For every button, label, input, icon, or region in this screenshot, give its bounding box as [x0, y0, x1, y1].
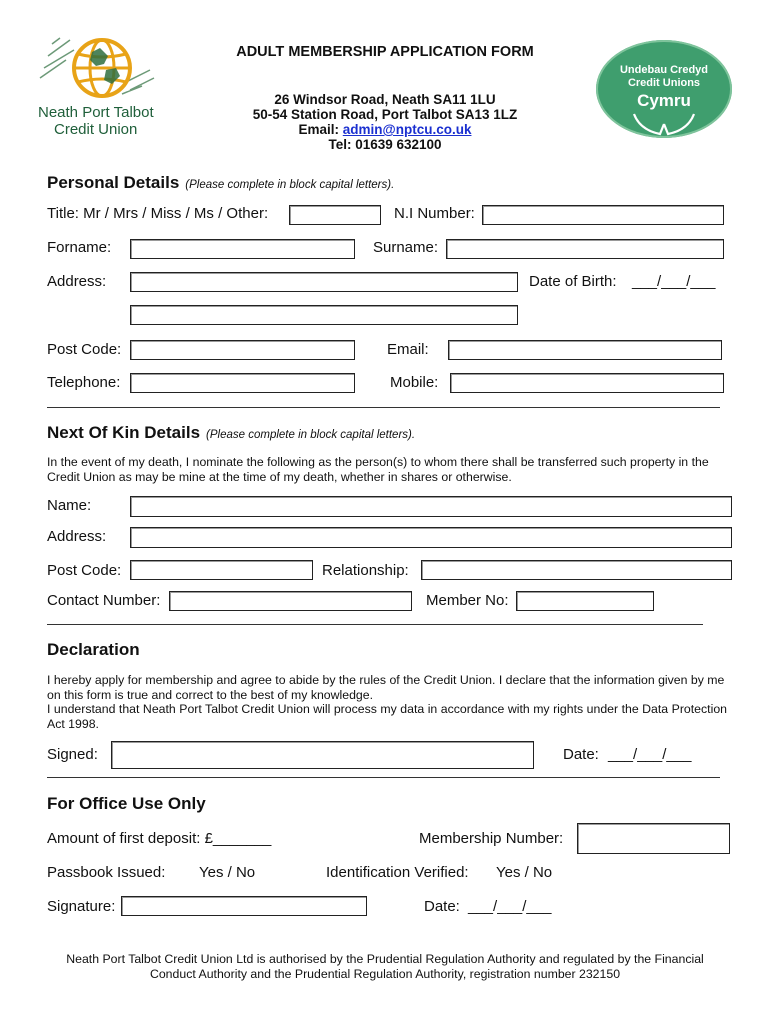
email-label: Email:	[387, 341, 429, 358]
passbook-label: Passbook Issued:	[47, 864, 166, 881]
divider	[47, 624, 703, 625]
mobile-label: Mobile:	[390, 374, 439, 391]
postcode-field[interactable]	[130, 340, 355, 360]
office-date-field[interactable]: ___/___/___	[468, 898, 552, 915]
dob-label: Date of Birth:	[529, 273, 617, 290]
kin-heading	[47, 423, 415, 443]
kin-member-label: Member No:	[426, 592, 509, 609]
surname-field[interactable]	[446, 239, 724, 259]
kin-contact-field[interactable]	[169, 591, 412, 611]
npt-logo	[30, 30, 170, 140]
kin-name-field[interactable]	[130, 496, 732, 517]
divider	[47, 407, 720, 408]
dob-field[interactable]: ___/___/___	[632, 273, 716, 290]
deposit-label: Amount of first deposit: £_______	[47, 830, 272, 847]
ni-number-field[interactable]	[482, 205, 724, 225]
id-verified-options[interactable]: Yes / No	[496, 864, 553, 881]
personal-details-title: Personal Details	[47, 173, 180, 192]
kin-relationship-label: Relationship:	[322, 562, 409, 579]
address-line-1-field[interactable]	[130, 272, 518, 292]
footer-line-1: Neath Port Talbot Credit Union Ltd is authorised by the Prudential Regulation Authority and regulated by the Financial	[66, 952, 704, 966]
kin-name-label: Name:	[47, 497, 92, 514]
passbook-options[interactable]: Yes / No	[199, 864, 256, 881]
kin-member-field[interactable]	[516, 591, 654, 611]
declaration-date-field[interactable]: ___/___/___	[608, 746, 692, 763]
telephone-label: Telephone:	[47, 374, 121, 391]
title-field[interactable]	[289, 205, 381, 225]
declaration-date-label: Date:	[563, 746, 599, 763]
kin-address-field[interactable]	[130, 527, 732, 548]
npt-name-line2: Credit Union	[54, 121, 138, 138]
kin-note: (Please complete in block capital letters).	[206, 429, 416, 441]
header-address-2: 50-54 Station Road, Port Talbot SA13 1LZ	[252, 107, 518, 122]
kin-relationship-field[interactable]	[421, 560, 732, 580]
cymru-line2: Credit Unions	[627, 77, 701, 89]
ni-label: N.I Number:	[394, 205, 475, 222]
title-label: Title: Mr / Mrs / Miss / Ms / Other:	[47, 205, 269, 222]
cymru-line1: Undebau Credyd	[619, 64, 708, 76]
hands-icon	[596, 110, 732, 140]
header-address-1: 26 Windsor Road, Neath SA11 1LU	[274, 92, 496, 107]
declaration-title: Declaration	[47, 640, 140, 659]
kin-postcode-field[interactable]	[130, 560, 313, 580]
address-label: Address:	[47, 273, 107, 290]
declaration-text-1: I hereby apply for membership and agree to abide by the rules of the Credit Union. I declare that the information given by me on this form is true and correct to the best of my knowledge.	[47, 673, 725, 702]
forename-field[interactable]	[130, 239, 355, 259]
membership-number-field[interactable]	[577, 823, 730, 854]
declaration-text-2: I understand that Neath Port Talbot Credit Union will process my data in accordance with my rights under the Data Protection Act 1998.	[47, 702, 727, 731]
telephone-field[interactable]	[130, 373, 355, 393]
surname-label: Surname:	[373, 239, 439, 256]
office-date-label: Date:	[424, 898, 460, 915]
signed-label: Signed:	[47, 746, 98, 763]
id-verified-label: Identification Verified:	[326, 864, 469, 881]
header-email-label: Email:	[298, 122, 343, 137]
globe-icon	[30, 30, 170, 110]
kin-contact-label: Contact Number:	[47, 592, 161, 609]
email-link[interactable]: admin@nptcu.co.uk	[342, 122, 472, 137]
form-title: ADULT MEMBERSHIP APPLICATION FORM	[236, 44, 534, 60]
personal-details-note: (Please complete in block capital letters).	[185, 179, 395, 191]
npt-name-line1: Neath Port Talbot	[38, 104, 154, 121]
postcode-label: Post Code:	[47, 341, 122, 358]
office-signature-label: Signature:	[47, 898, 116, 915]
forename-label: Forname:	[47, 239, 112, 256]
header-email	[185, 122, 585, 137]
signed-field[interactable]	[111, 741, 534, 769]
office-title: For Office Use Only	[47, 794, 206, 813]
personal-details-heading	[47, 173, 394, 193]
kin-intro: In the event of my death, I nominate the following as the person(s) to whom there shall be transferred such property in the Credit Union as may be mine at the time of my death, whether in shares or otherwise.	[47, 455, 709, 484]
membership-number-label: Membership Number:	[419, 830, 564, 847]
kin-title: Next Of Kin Details	[47, 423, 201, 442]
kin-postcode-label: Post Code:	[47, 562, 122, 579]
cymru-line3: Cymru	[637, 91, 691, 110]
footer-line-2: Conduct Authority and the Prudential Regulation Authority, registration number 232150	[149, 967, 621, 981]
office-signature-field[interactable]	[121, 896, 367, 916]
header-tel: Tel: 01639 632100	[328, 137, 442, 152]
kin-address-label: Address:	[47, 528, 107, 545]
divider	[47, 777, 720, 778]
email-field[interactable]	[448, 340, 722, 360]
mobile-field[interactable]	[450, 373, 724, 393]
address-line-2-field[interactable]	[130, 305, 518, 325]
cymru-logo	[596, 40, 732, 138]
